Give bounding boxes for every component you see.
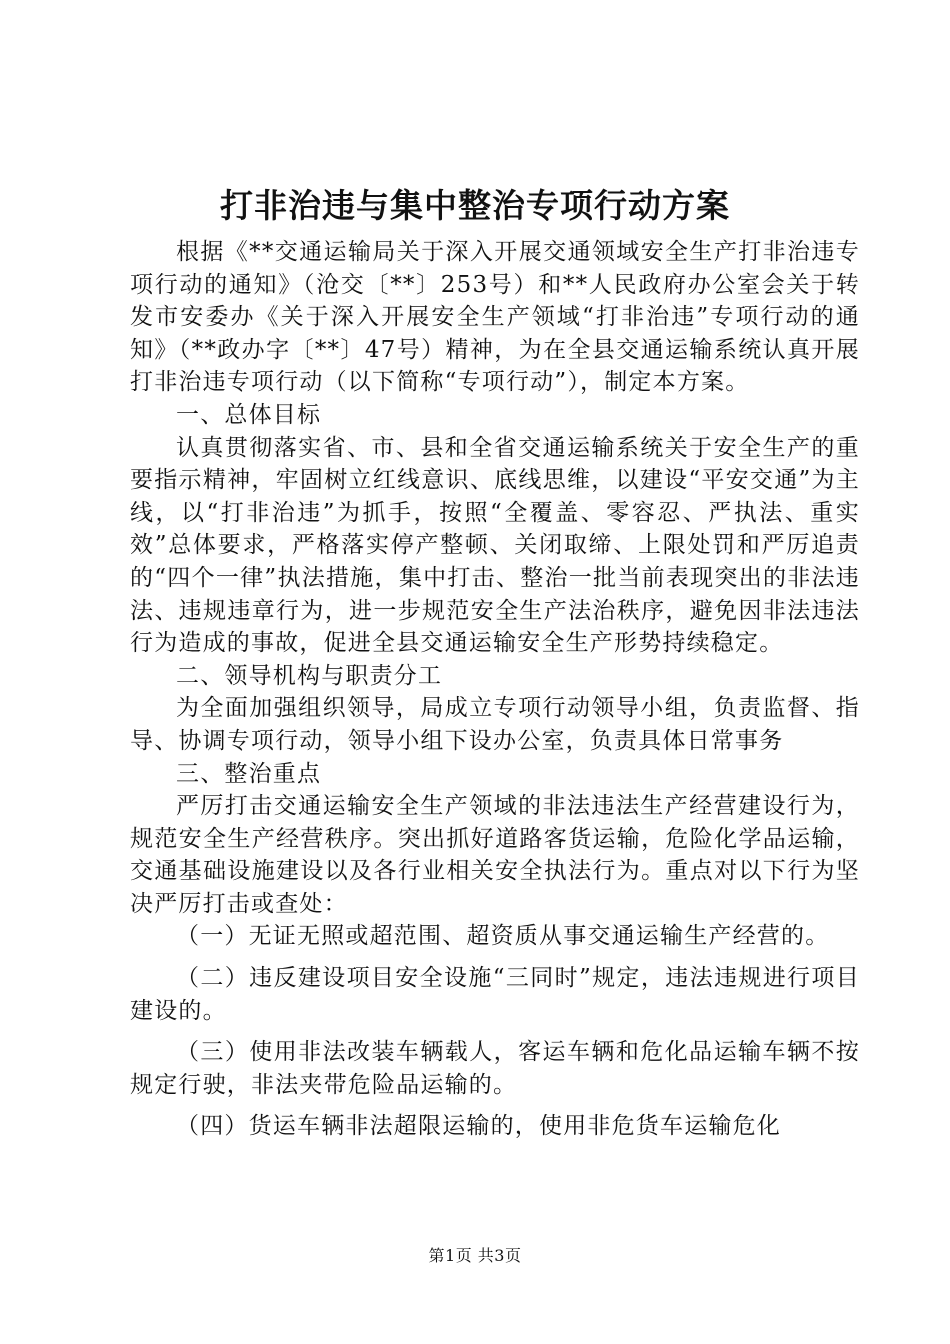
goals-paragraph: 认真贯彻落实省、市、县和全省交通运输系统关于安全生产的重要指示精神，牢固树立红线意识、底线思维，以建设“平安交通”为主线，以“打非治违”为抓手，按照“全覆盖、零容忍、严执法、重实效”总体要求，严格落实停产整顿、关闭取缔、上限处罚和严厉追责的“四个一律”执法措施，集中打击、整治一批当前表现突出的非法违法、违规违章行为，进一步规范安全生产法治秩序，避免因非法违法行为造成的事故，促进全县交通运输安全生产形势持续稳定。 [130, 434, 860, 657]
section-heading-leadership: 二、领导机构与职责分工 [176, 662, 443, 689]
page-number-footer: 第1页 共3页 [428, 1246, 522, 1265]
focus-item-4: （四）货运车辆非法超限运输的，使用非危货车运输危化 [176, 1113, 781, 1140]
document-body [130, 236, 860, 1143]
focus-item-1: （一）无证无照或超范围、超资质从事交通运输生产经营的。 [176, 923, 830, 950]
focus-item-3: （三）使用非法改装车辆载人，客运车辆和危化品运输车辆不按规定行驶，非法夹带危险品运输的。 [130, 1039, 860, 1098]
section-heading-focus: 三、整治重点 [176, 760, 322, 787]
focus-item-2: （二）违反建设项目安全设施“三同时”规定，违法违规进行项目建设的。 [130, 965, 860, 1024]
focus-paragraph: 严厉打击交通运输安全生产领域的非法违法生产经营建设行为，规范安全生产经营秩序。突出抓好道路客货运输，危险化学品运输，交通基础设施建设以及各行业相关安全执法行为。重点对以下行为坚决严厉打击或查处： [130, 793, 860, 917]
document-title: 打非治违与集中整治专项行动方案 [220, 186, 730, 225]
intro-paragraph: 根据《**交通运输局关于深入开展交通领域安全生产打非治违专项行动的通知》（沧交〔**〕253号）和**人民政府办公室会关于转发市安委办《关于深入开展安全生产领域“打非治违”专项行动的通知》（**政办字〔**〕47号）精神，为在全县交通运输系统认真开展打非治违专项行动（以下简称“专项行动”），制定本方案。 [130, 239, 860, 396]
leadership-paragraph: 为全面加强组织领导，局成立专项行动领导小组，负责监督、指导、协调专项行动，领导小组下设办公室，负责具体日常事务 [130, 695, 860, 754]
section-heading-goals: 一、总体目标 [176, 401, 322, 428]
